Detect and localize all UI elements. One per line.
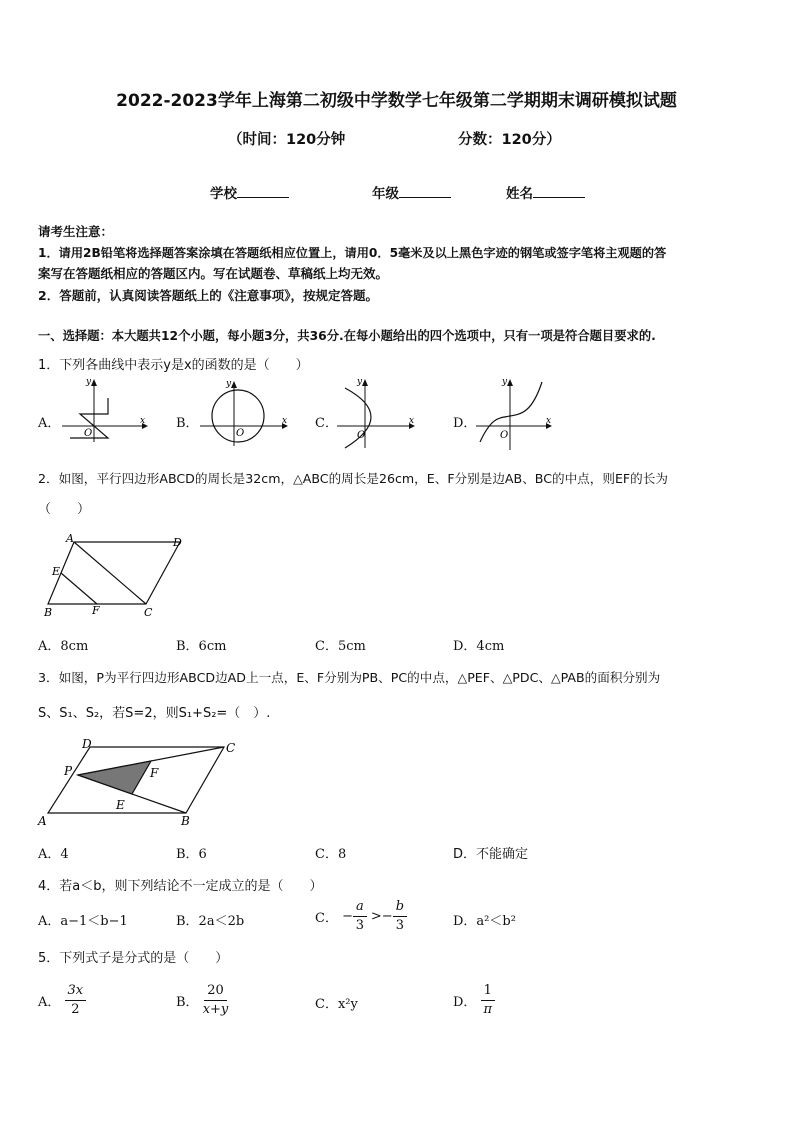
- q5-option-b: B． $\frac{20}{x+y}$: [176, 983, 229, 1017]
- section-heading: 一、选择题：本大题共12个小题，每小题3分，共36分.在每小题给出的四个选项中，只有一项是符合题目要求的.: [38, 329, 656, 343]
- axis-y-label: y: [226, 379, 232, 389]
- q3-figure: [34, 735, 244, 830]
- q5-d-frac: $\frac{1}{\pi}$: [481, 982, 495, 1019]
- q2-option-b: B．6cm: [176, 639, 227, 654]
- origin-label: O: [500, 430, 509, 441]
- origin-label: O: [236, 428, 245, 439]
- q1-label-d: D．: [453, 416, 477, 431]
- q1-label-c: C．: [315, 416, 338, 431]
- q5-option-d: D． $\frac{1}{\pi}$: [453, 982, 495, 1019]
- q1-graph-c: [335, 376, 417, 451]
- point-c: C: [144, 606, 153, 618]
- q4-option-c: C． − $\frac{a}{3}$ >− $\frac{b}{3}$: [315, 898, 407, 935]
- q2-option-a: A．8cm: [38, 639, 89, 654]
- q1-label-a: A．: [38, 416, 61, 431]
- point-a: A: [66, 532, 74, 545]
- q5-a-frac: $\frac{3x}{2}$: [65, 982, 87, 1019]
- point-e: E: [52, 565, 61, 578]
- axis-x-label: x: [546, 416, 552, 426]
- point-p: P: [64, 764, 73, 778]
- origin-label: O: [357, 430, 366, 441]
- q3-option-a: A．4: [38, 847, 69, 862]
- q2-option-c: C．5cm: [315, 639, 366, 654]
- q1-stem: 1．下列各曲线中表示y是x的函数的是（ ）: [38, 358, 309, 373]
- point-e: E: [116, 798, 125, 812]
- q3-option-d: D．不能确定: [453, 847, 529, 862]
- q4-option-a: A．a−1＜b−1: [38, 914, 128, 929]
- point-d: D: [82, 737, 92, 751]
- q3-stem-b: S、S₁、S₂，若S=2，则S₁+S₂=（ ）.: [38, 706, 271, 721]
- axis-y-label: y: [86, 377, 92, 387]
- q2-stem-a: 2．如图，平行四边形ABCD的周长是32cm，△ABC的周长是26cm，E、F分别是边AB、BC的中点，则EF的长为: [38, 471, 668, 486]
- axis-y-label: y: [357, 377, 363, 387]
- q3-option-c: C．8: [315, 847, 347, 862]
- q1-label-b: B．: [176, 416, 199, 431]
- notice-line1b: 案写在答题纸相应的答题区内。写在试题卷、草稿纸上均无效。: [38, 266, 389, 281]
- point-f: F: [92, 604, 100, 617]
- q2-figure: [40, 530, 190, 618]
- point-f: F: [150, 766, 159, 780]
- axis-y-label: y: [502, 377, 508, 387]
- grade-field: 年级: [372, 182, 451, 202]
- point-a: A: [38, 814, 47, 828]
- notice-heading: 请考生注意：: [38, 224, 114, 239]
- point-b: B: [181, 814, 190, 828]
- q1-graph-d: [474, 376, 554, 451]
- axis-x-label: x: [140, 416, 146, 426]
- school-field: 学校: [210, 182, 289, 202]
- notice-line2: 2．答题前，认真阅读答题纸上的《注意事项》，按规定答题。: [38, 288, 378, 303]
- exam-title: 2022-2023学年上海第二初级中学数学七年级第二学期期末调研模拟试题: [116, 91, 677, 111]
- name-field: 姓名: [506, 182, 585, 202]
- exam-time: （时间：120分钟: [228, 132, 346, 148]
- q4-c-frac-b: $\frac{b}{3}$: [393, 898, 407, 935]
- point-c: C: [226, 741, 236, 755]
- q2-option-d: D．4cm: [453, 639, 505, 654]
- q4-c-frac-a: $\frac{a}{3}$: [353, 898, 367, 935]
- q1-graph-a: [60, 376, 150, 446]
- q5-stem: 5．下列式子是分式的是（ ）: [38, 951, 229, 966]
- q4-option-d: D．a²＜b²: [453, 914, 516, 929]
- q5-option-a: A． $\frac{3x}{2}$: [38, 982, 86, 1019]
- point-b: B: [44, 606, 53, 618]
- q3-stem-a: 3．如图，P为平行四边形ABCD边AD上一点，E、F分别为PB、PC的中点，△PEF、△PDC、△PAB的面积分别为: [38, 670, 661, 685]
- point-d: D: [173, 536, 182, 549]
- q3-option-b: B．6: [176, 847, 207, 862]
- exam-score: 分数：120分）: [458, 132, 561, 148]
- q4-option-c-label: C．: [315, 911, 338, 926]
- q4-stem: 4．若a＜b，则下列结论不一定成立的是（ ）: [38, 879, 323, 894]
- origin-label: O: [84, 428, 93, 439]
- q5-b-frac: $\frac{20}{x+y}$: [202, 983, 229, 1017]
- q2-stem-b: （ ）: [38, 502, 91, 517]
- q4-option-b: B．2a＜2b: [176, 914, 245, 929]
- axis-x-label: x: [282, 416, 288, 426]
- axis-x-label: x: [409, 416, 415, 426]
- notice-line1a: 1．请用2B铅笔将选择题答案涂填在答题纸相应位置上，请用0．5毫米及以上黑色字迹的钢笔或签字笔将主观题的答: [38, 246, 667, 260]
- q5-option-c: C．x²y: [315, 997, 358, 1012]
- q1-graph-b: [198, 378, 290, 448]
